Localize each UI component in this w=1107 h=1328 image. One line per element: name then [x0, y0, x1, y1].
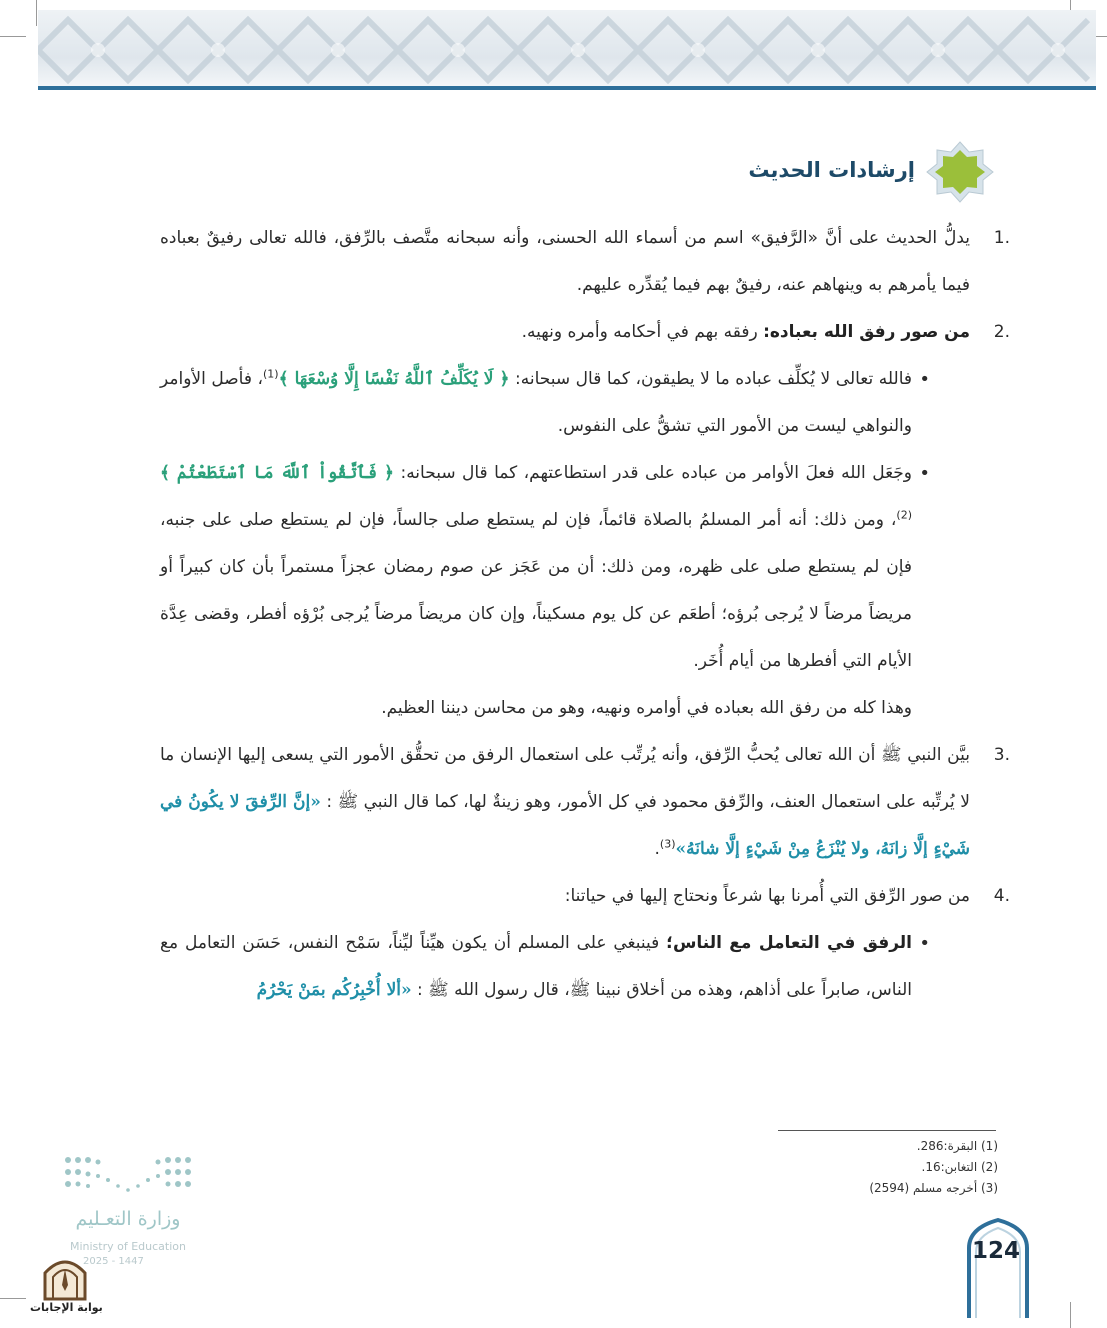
banner-rule — [38, 86, 1096, 90]
item-text: بيَّن النبي ﷺ أن الله تعالى يُحبُّ الرِّفق، وأنه يُرتِّب على استعمال الرفق من تحقُّق الأمور التي يسعى إليها الإنسان ما لا يُرتِّبه على استعمال العنف، والرِّفق محمود في كل الأمور، وهو زينةٌ لها، كما قال النبي ﷺ : — [160, 745, 970, 812]
list-item — [160, 732, 1010, 873]
item-number: .2 — [993, 322, 1010, 342]
portal-logo — [30, 1255, 103, 1314]
crop-mark — [0, 1298, 26, 1299]
ministry-logo — [58, 1150, 208, 1267]
footnote-ref: (2) — [896, 508, 912, 522]
footnotes — [780, 1136, 998, 1199]
bullet-text-after: ، ومن ذلك: أنه أمر المسلمُ بالصلاة قائماً، فإن لم يستطع صلى جالساً، فإن لم يستطع صلى على جنبه، فإن لم يستطع صلى على ظهره، ومن ذلك: أن من عَجَز عن صوم رمضان عجزاً مستمراً بأن كان كبيراً أو مريضاً مرضاً لا يُرجى بُرؤه؛ أطعَم عن كل يوم مسكيناً، وإن كان مريضاً مرضاً يُرجى بُرْؤه أفطر، وقضى عِدَّة الأيام التي أفطرها من أيام أُخَر. — [160, 510, 912, 671]
footnote: (1) البقرة:286. — [916, 1139, 998, 1153]
footnote: (2) التغابن:16. — [921, 1160, 998, 1174]
portal-name: بوابة الإجابات — [30, 1301, 103, 1314]
item-number: .3 — [993, 745, 1010, 765]
crop-mark — [0, 36, 26, 37]
item-text: رفقه بهم في أحكامه وأمره ونهيه. — [521, 322, 764, 342]
arch-tab-icon — [966, 1218, 1030, 1318]
list-item — [160, 309, 1010, 356]
quran-verse: ﴿ فَٱتَّقُواْ ٱللَّهَ مَا ٱسْتَطَعْتُمْ ﴾ — [160, 463, 395, 483]
note-paragraph: وهذا كله من رفق الله بعباده في أوامره ونهيه، وهو من محاسن ديننا العظيم. — [381, 698, 912, 718]
item-number: .4 — [993, 886, 1010, 906]
bullet-text: فينبغي على المسلم أن يكون هيِّناً ليِّناً، سَمْح النفس، حَسَن التعامل مع الناس، صابراً على أذاهم، وهذه من أخلاق نبينا ﷺ، قال رسول الله ﷺ : — [160, 933, 912, 1000]
crop-mark — [36, 0, 37, 26]
bullet-item — [160, 450, 970, 685]
item-end: . — [654, 839, 660, 859]
footnote: (3) أخرجه مسلم (2594) — [869, 1181, 998, 1195]
bullet-text: وجَعَل الله فعلَ الأوامر من عباده على قدر استطاعتهم، كما قال سبحانه: — [400, 463, 913, 483]
pattern-decoration — [38, 10, 1096, 90]
footnote-ref: (3) — [659, 837, 676, 851]
section-title: إرشادات الحديث — [748, 158, 915, 182]
hadith-text: «إنَّ الرِّفقَ لا يكُونُ في شَيْءٍ إلَّا زانَهُ، ولا يُنْزَعُ مِنْ شَيْءٍ إلَّا شانَهُ» — [160, 792, 970, 859]
item-text: يدلُّ الحديث على أنَّ «الرَّفيق» اسم من أسماء الله الحسنى، وأنه سبحانه متَّصف بالرِّفق، فالله تعالى رفيقٌ بعباده فيما يأمرهم به وينهاهم عنه، رفيقٌ بهم فيما يُقدِّره عليهم. — [160, 228, 970, 295]
star-badge-icon — [925, 140, 995, 204]
bullet-icon: • — [919, 933, 930, 954]
ministry-year: 2025 - 1447 — [83, 1256, 144, 1267]
dots-logo-icon — [58, 1150, 198, 1200]
list-item — [160, 873, 1010, 920]
bullet-lead: الرفق في التعامل مع الناس؛ — [666, 933, 912, 953]
bullet-text-after: ، فأصل الأوامر والنواهي ليست من الأمور التي تشقُّ على النفوس. — [160, 369, 912, 436]
bullet-icon: • — [919, 369, 930, 390]
item-lead: من صور رفق الله بعباده: — [763, 322, 970, 342]
header-banner — [38, 10, 1096, 90]
crop-mark — [1070, 1302, 1071, 1328]
hadith-text: «ألا أُخْبِرُكُم بمَنْ يَحْرُمُ — [256, 980, 412, 1000]
portal-arch-icon — [30, 1255, 100, 1301]
bullet-item — [160, 920, 970, 1014]
item-number: .1 — [993, 228, 1010, 248]
ministry-name-en: Ministry of Education — [69, 1240, 186, 1253]
bullet-item — [160, 356, 970, 450]
bullet-icon: • — [919, 463, 930, 484]
section-header — [675, 140, 995, 204]
footnote-ref: (1) — [263, 367, 279, 381]
page-number: 124 — [971, 1238, 1020, 1264]
footnote-divider — [778, 1130, 996, 1131]
item-text: من صور الرِّفق التي أُمرنا بها شرعاً ونحتاج إليها في حياتنا: — [564, 886, 970, 906]
bullet-text: فالله تعالى لا يُكلِّف عباده ما لا يطيقون، كما قال سبحانه: — [515, 369, 912, 389]
page-number-badge — [966, 1218, 1030, 1318]
ministry-name-ar: وزارة التعـليم — [75, 1208, 181, 1230]
list-item — [160, 215, 1010, 309]
main-content — [160, 215, 1010, 1014]
quran-verse: ﴿ لَا يُكَلِّفُ ٱللَّهُ نَفْسًا إِلَّا وُسْعَهَا ﴾ — [278, 369, 510, 389]
